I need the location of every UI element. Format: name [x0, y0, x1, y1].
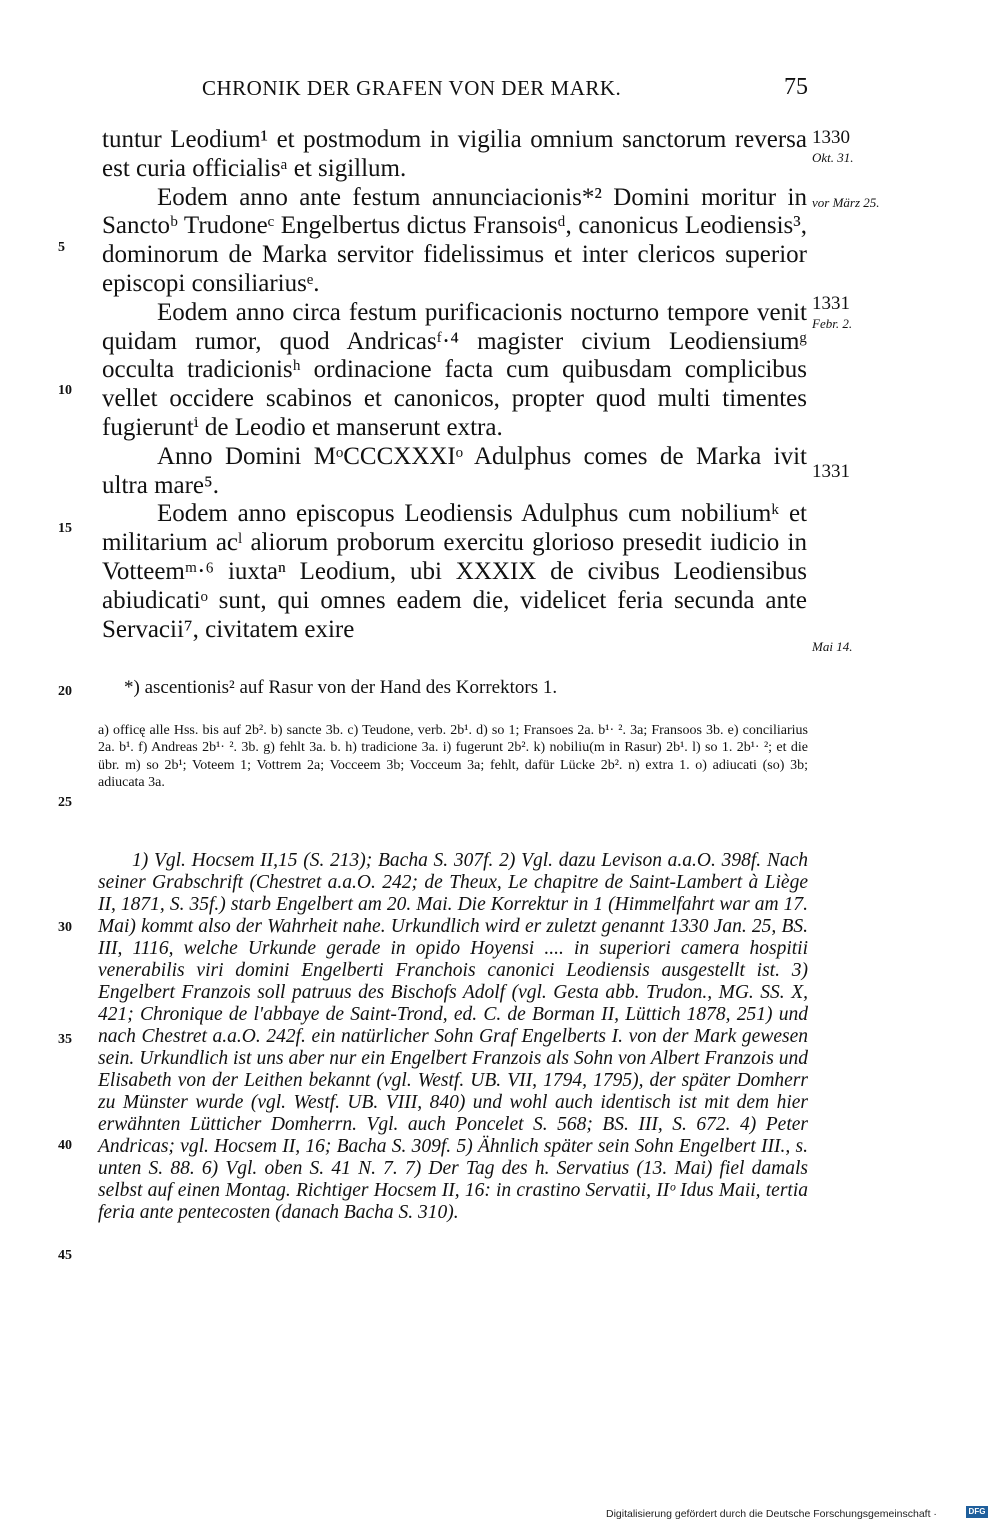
line-number: 30	[58, 920, 72, 935]
margin-date	[812, 294, 852, 334]
line-number: 40	[58, 1138, 72, 1153]
paragraph: Eodem anno ante festum annunciacionis*² Domini moritur in Sanctoᵇ Trudoneᶜ Engelbertus dictus Fransoisᵈ, canonicus Leodiensis³, dominorum de Marka servitor fidelissimus et inter clericos superior episcopi consiliariusᵉ.	[102, 183, 807, 297]
line-number: 45	[58, 1248, 72, 1263]
margin-day: Okt. 31.	[812, 150, 854, 165]
paragraph: Eodem anno circa festum purificacionis nocturno tempore venit quidam rumor, quod Andricasᶠ·⁴ magister civium Leodiensiumᵍ occulta tradicionisʰ ordinacione facta cum quibusdam complicibus vellet occidere scabinos et canonicos, propter quod multi timentes fugieruntⁱ de Leodio et manserunt extra.	[102, 298, 807, 441]
running-title: CHRONIK DER GRAFEN VON DER MARK.	[202, 76, 622, 100]
line-number: 10	[58, 383, 72, 398]
margin-date: 1331	[812, 461, 850, 482]
dfg-logo: DFG	[966, 1506, 988, 1518]
critical-apparatus	[98, 722, 808, 792]
commentary-notes	[98, 850, 808, 1224]
line-number: 15	[58, 521, 72, 536]
asterisk-footnote: *) ascentionis² auf Rasur von der Hand des Korrektors 1.	[124, 677, 558, 698]
margin-year: 1330	[812, 127, 850, 148]
page-number: 75	[784, 74, 808, 100]
paragraph: tuntur Leodium¹ et postmodum in vigilia omnium sanctorum reversa est curia officialisᵃ et sigillum.	[102, 126, 807, 182]
paragraph: Eodem anno episcopus Leodiensis Adulphus cum nobiliumᵏ et militarium acˡ aliorum proborum exercitu glorioso presedit iudicio in Votteemᵐ·⁶ iuxtaⁿ Leodium, ubi XXXIX de civibus Leodiensibus abiudicatiᵒ sunt, qui omnes eadem die, videlicet feria secunda ante Servacii⁷, civitatem exire	[102, 500, 807, 643]
line-number: 5	[58, 240, 65, 255]
chronicle-text	[102, 126, 807, 644]
margin-year: 1331	[812, 293, 850, 314]
margin-day: Febr. 2.	[812, 316, 853, 331]
digitization-credit: Digitalisierung gefördert durch die Deutsche Forschungsgemeinschaft ·	[606, 1508, 937, 1520]
paragraph: Anno Domini MᵒCCCXXXIᵒ Adulphus comes de Marka ivit ultra mare⁵.	[102, 442, 807, 499]
margin-date: vor März 25.	[812, 195, 880, 210]
apparatus-text: a) officę alle Hss. bis auf 2b². b) sancte 3b. c) Teudone, verb. 2b¹. d) so 1; Fransoes 2a. b¹· ². 3a; Fransoos 3b. e) conciliarius 2a. b¹. f) Andreas 2b¹· ². 3b. g) fehlt 3a. b. h) tradicione 3a. i) fugerunt 2b². k) nobiliu(m in Rasur) 2b¹. l) so 1. 2b¹· ²; et die übr. m) so 2b¹; Voteem 1; Vottrem 2a; Vocceem 3b; Vocceum 3a; fehlt, dafür Lücke 2b². n) extra 1. o) adiucati (so) 3b; adiucata 3a.	[98, 723, 808, 791]
line-number: 35	[58, 1032, 72, 1047]
margin-date	[812, 128, 854, 168]
margin-date: Mai 14.	[812, 639, 853, 654]
line-number: 25	[58, 795, 72, 810]
page-header	[102, 72, 808, 106]
commentary-text: 1) Vgl. Hocsem II,15 (S. 213); Bacha S. 307f. 2) Vgl. dazu Levison a.a.O. 398f. Nach seiner Grabschrift (Chestret a.a.O. 242; de Theux, Le chapitre de Saint-Lambert à Liège II, 1871, S. 35f.) starb Engelbert am 20. Mai. Die Korrektur in 1 (Himmelfahrt war am 17. Mai) kommt also der Wahrheit nahe. Urkundlich wird er zuletzt genannt 1330 Jan. 25, BS. III, 1116, welche Urkunde gerade in opido Hoyensi .... in superiori camera hospitii venerabilis viri domini Engelberti Franchois canonici Leodiensis ausgestellt ist. 3) Engelbert Franzois soll patruus des Bischofs Adolf (vgl. Gesta abb. Trudon., MG. SS. X, 421; Chronique de l'abbaye de Saint-Trond, ed. C. de Borman II, Lüttich 1878, 251) und nach Chestret a.a.O. 242f. ein natürlicher Sohn Graf Engelberts I. von der Mark gewesen sein. Urkundlich ist uns aber nur ein Engelbert Franzois als Sohn von Albert Franzois und Elisabeth von der Leithen bekannt (vgl. Westf. UB. VII, 1794, 1795), der später Domherr zu Münster wurde (vgl. Westf. UB. VIII, 840) und wohl auch identisch ist mit dem hier erwähnten Lütticher Domherrn. Vgl. auch Poncelet S. 568; BS. III, S. 672. 4) Peter Andricas; vgl. Hocsem II, 16; Bacha S. 309f. 5) Ähnlich später sein Sohn Engelbert III., s. unten S. 88. 6) Vgl. oben S. 41 N. 7. 7) Der Tag des h. Servatius (13. Mai) fiel damals selbst auf einen Montag. Richtiger Hocsem II, 16: in crastino Servatii, IIᵒ Idus Maii, tertia feria ante pentecosten (danach Bacha S. 310).	[98, 850, 808, 1223]
line-number: 20	[58, 684, 72, 699]
